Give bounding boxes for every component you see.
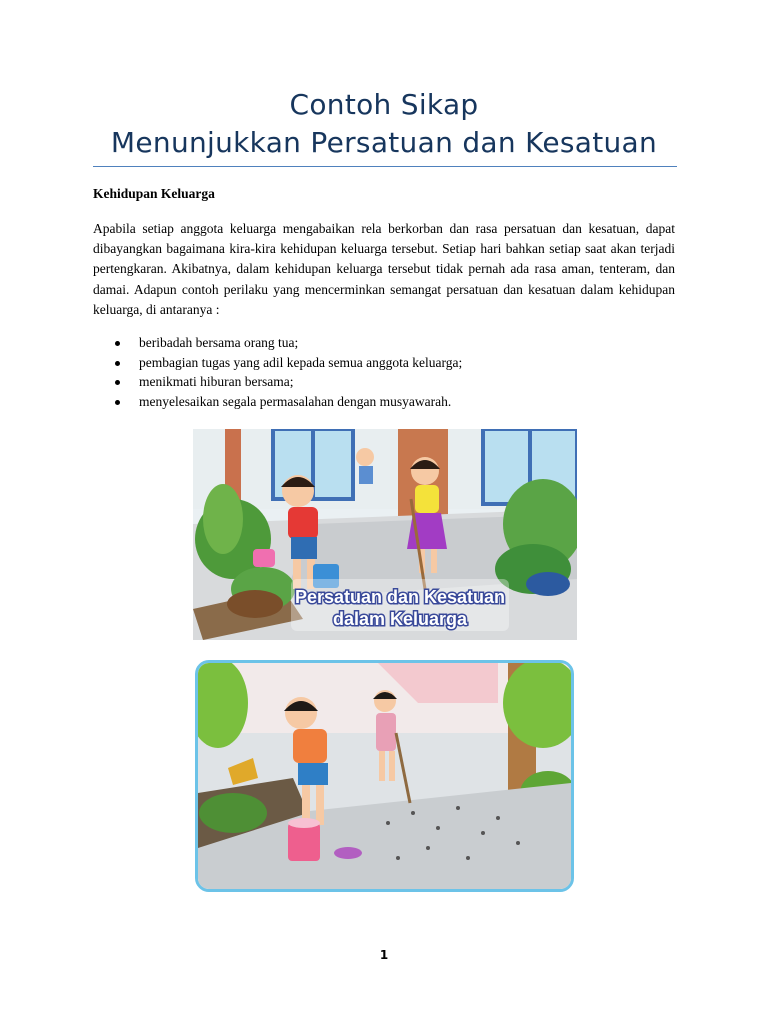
family-illustration-2 xyxy=(195,660,574,892)
bullet-item xyxy=(93,333,462,353)
title-line-1: Contoh Sikap xyxy=(289,88,479,121)
page-number: 1 xyxy=(379,948,389,962)
illustration-2-graphic xyxy=(198,663,571,889)
bullet-dot-icon xyxy=(115,400,120,405)
caption-line-1: Persatuan dan Kesatuan xyxy=(294,587,506,607)
bullet-item xyxy=(93,353,462,373)
bullet-item xyxy=(93,392,462,412)
bullet-dot-icon xyxy=(115,361,120,366)
bullet-dot-icon xyxy=(115,380,120,385)
illustration-1-graphic xyxy=(193,429,577,640)
document-title xyxy=(0,86,768,162)
bullet-dot-icon xyxy=(115,341,120,346)
bullet-item xyxy=(93,372,462,392)
family-illustration-1 xyxy=(193,429,577,640)
bullet-list xyxy=(93,333,462,411)
bullet-text: pembagian tugas yang adil kepada semua anggota keluarga; xyxy=(139,354,463,370)
caption-line-2: dalam Keluarga xyxy=(332,609,468,629)
title-divider xyxy=(93,166,677,167)
bullet-text: beribadah bersama orang tua; xyxy=(139,335,299,350)
section-heading: Kehidupan Keluarga xyxy=(93,186,215,201)
title-line-2: Menunjukkan Persatuan dan Kesatuan xyxy=(110,126,658,159)
body-paragraph: Apabila setiap anggota keluarga mengabaikan rela berkorban dan rasa persatuan dan kesatuan, dapat dibayangkan bagaimana kira-kira kehidupan keluarga tersebut. Setiap hari bahkan setiap saat akan terjadi pertengkaran. Akibatnya, dalam kehidupan keluarga tersebut tidak pernah ada rasa aman, tenteram, dan damai. Adapun contoh perilaku yang mencerminkan semangat persatuan dan kesatuan dalam kehidupan keluarga, di antaranya : xyxy=(93,221,675,317)
bullet-text: menikmati hiburan bersama; xyxy=(139,374,294,389)
bullet-text: menyelesaikan segala permasalahan dengan musyawarah. xyxy=(139,393,452,409)
